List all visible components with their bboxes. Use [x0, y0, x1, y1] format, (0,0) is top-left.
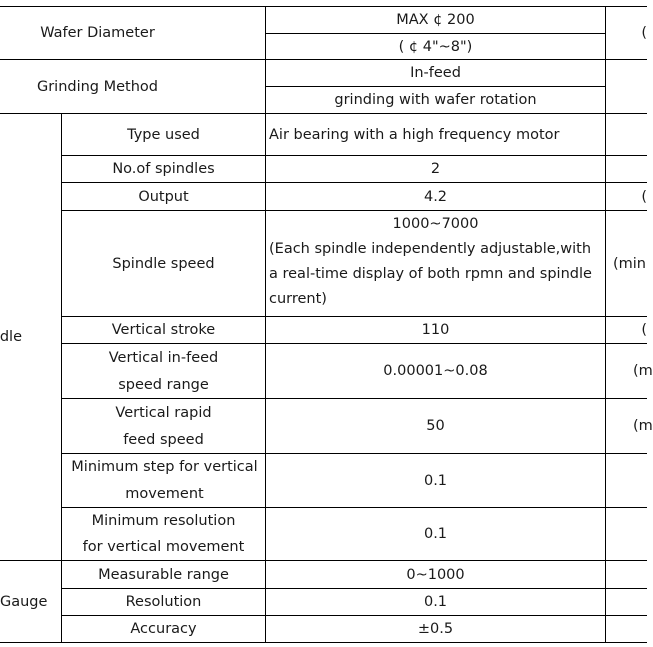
grinding-method-value: In-feed: [410, 65, 461, 81]
wafer-diameter-value: MAX ¢ 200: [396, 12, 475, 28]
output-value: 4.2: [423, 188, 448, 205]
type-used-value: Air bearing with a high frequency motor: [269, 126, 560, 143]
gauge-accuracy-label: Accuracy: [130, 621, 197, 637]
grinding-method-label: Grinding Method: [36, 78, 159, 95]
grinding-method-description: grinding with wafer rotation: [334, 92, 537, 108]
spindle-speed-label: Spindle speed: [112, 255, 215, 272]
min-step-label: Minimum step for vertical movement: [71, 458, 258, 502]
gauge-resolution-value: 0.1: [423, 594, 448, 610]
vertical-stroke-value: 110: [421, 322, 450, 338]
vertical-rapid-unit: (m: [633, 418, 653, 434]
gauge-accuracy-value: ±0.5: [417, 621, 454, 637]
gauge-group-label: Gauge: [0, 594, 48, 610]
measurable-range-label: Measurable range: [98, 566, 229, 583]
output-unit: (: [641, 188, 647, 205]
spindle-speed-note: (Each spindle independently adjustable,with a real-time display of both rpmn and spindle current): [269, 241, 592, 307]
measurable-range-value: 0~1000: [406, 566, 465, 583]
min-resolution-value: 0.1: [423, 526, 448, 542]
output-label: Output: [138, 188, 189, 205]
gauge-resolution-label: Resolution: [125, 594, 202, 610]
min-resolution-label-line1: Minimum resolution: [91, 513, 236, 529]
vertical-rapid-value: 50: [426, 418, 445, 434]
rule: [0, 642, 647, 643]
spindle-speed-value: 1000~7000: [392, 216, 479, 232]
wafer-diameter-unit: (: [641, 25, 647, 41]
vertical-rapid-label-line2: feed speed: [123, 431, 204, 448]
vertical-infeed-label-line2: speed range: [118, 376, 209, 393]
vertical-infeed-label-line1: Vertical in-feed: [108, 349, 219, 366]
spindle-group-label: dle: [0, 329, 22, 345]
vertical-stroke-label: Vertical stroke: [111, 322, 216, 338]
wafer-diameter-label: Wafer Diameter: [40, 25, 155, 41]
type-used-label: Type used: [127, 126, 200, 143]
spindle-count-label: No.of spindles: [112, 161, 215, 177]
spindle-count-value: 2: [430, 161, 441, 177]
vertical-infeed-value: 0.00001~0.08: [383, 363, 488, 379]
spindle-speed-unit: (min: [613, 255, 647, 272]
min-step-value: 0.1: [423, 472, 448, 489]
vertical-stroke-unit: (: [641, 322, 647, 338]
vertical-rapid-label-line1: Vertical rapid: [115, 404, 212, 421]
vertical-infeed-unit: (m: [633, 363, 653, 379]
wafer-diameter-range: ( ¢ 4"~8"): [398, 38, 473, 55]
min-resolution-label-line2: for vertical movement: [82, 539, 245, 555]
